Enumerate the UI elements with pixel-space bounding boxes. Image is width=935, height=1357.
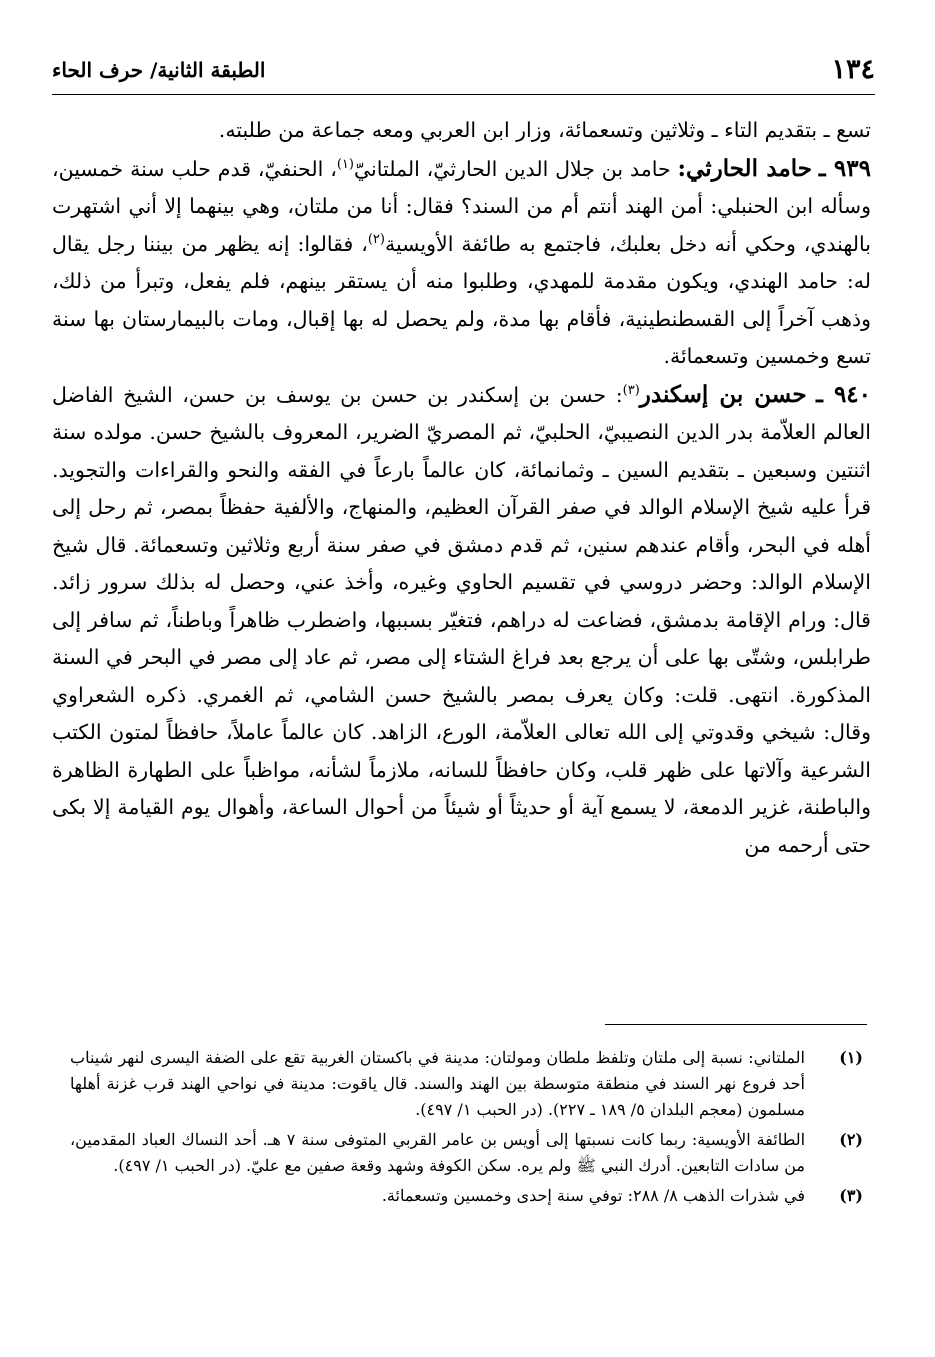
footnote-1	[70, 1045, 875, 1123]
footnote-ref: (٢)	[367, 231, 385, 247]
footnote-marker: (١)	[839, 1048, 863, 1067]
footnote-text: الملتاني: نسبة إلى ملتان وتلفظ ملطان ومولتان: مدينة في باكستان الغربية تقع على الضفة اليسرى لنهر شيناب أحد فروع نهر السند في منطقة متوسطة بين الهند والسند. قال ياقوت: مدينة في نواحي الهند قرب غزنة أهلها مسلمون (معجم البلدان ٥/ ١٨٩ ـ ٢٢٧). (در الحبب ١/ ٤٩٧).	[70, 1048, 805, 1119]
page-header	[52, 52, 875, 95]
entry-text: ، الحنفيّ، قدم حلب سنة خمسين، وسأله ابن الحنبلي: أمن الهند أنتم أم من السند؟ فقال: أنا من ملتان، وهي بينهما إلا أني اشتهرت بالهندي، وحكي أنه دخل بعلبك، فاجتمع به طائفة الأويسية	[52, 156, 871, 256]
footnote-ref: (١)	[336, 156, 354, 172]
footnotes	[70, 1045, 875, 1213]
footnote-ref: (٣)	[622, 382, 640, 398]
entry-text: حامد بن جلال الدين الحارثيّ، الملتانيّ	[353, 156, 671, 181]
entry-939	[52, 150, 871, 376]
entry-name: حامد الحارثي:	[677, 154, 812, 182]
footnote-marker: (٣)	[839, 1186, 863, 1205]
footnote-divider	[605, 1024, 867, 1025]
footnote-marker: (٢)	[839, 1130, 863, 1149]
footnote-2	[70, 1127, 875, 1179]
entry-940	[52, 376, 871, 865]
entry-text: : حسن بن إسكندر بن حسن بن يوسف بن حسن، الشيخ الفاضل العالم العلاّمة بدر الدين النصيبيّ، الحلبيّ، ثم المصريّ الضرير، المعروف بالشيخ حسن. مولده سنة اثنتين وسبعين ـ بتقديم السين ـ وثمانمائة، كان عالماً بارعاً في الفقه والنحو والقراءات والتجويد. قرأ عليه شيخ الإسلام الوالد في صفر القرآن العظيم، والمنهاج، والألفية حفظاً بمصر، ثم رحل إلى أهله في البحر، وأقام عندهم سنين، ثم قدم دمشق في صفر سنة أربع وثلاثين وتسعمائة. قال شيخ الإسلام الوالد: وحضر دروسي في تقسيم الحاوي وغيره، وأخذ عني، وحصل له بذلك سرور زائد. قال: ورام الإقامة بدمشق، فضاعت له دراهم، فتغيّر بسببها، واضطرب ظاهراً وباطناً، ثم سافر إلى طرابلس، وشتّى بها على أن يرجع بعد فراغ الشتاء إلى مصر، ثم عاد إلى مصر في البحر في السنة المذكورة. انتهى. قلت: وكان يعرف بمصر بالشيخ حسن الشامي، ثم الغمري. ذكره الشعراوي وقال: شيخي وقدوتي إلى الله تعالى العلاّمة، الورع، الزاهد. كان عالماً عاملاً، حافظاً لمتون الكتب الشرعية وآلاتها على ظهر قلب، وكان حافظاً للسانه، ملازماً لشأنه، مواظباً على الطهارة الظاهرة والباطنة، غزير الدمعة، لا يسمع آية أو حديثاً أو شيئاً من أحوال الساعة، وأهوال يوم القيامة إلا بكى حتى أرحمه من	[52, 382, 871, 857]
footnote-3	[70, 1183, 875, 1209]
entry-number: ٩٣٩ ـ	[818, 154, 871, 182]
footnote-text: الطائفة الأويسية: ربما كانت نسبتها إلى أويس بن عامر القربي المتوفى سنة ٧ هـ. أحد النساك العباد المقدمين، من سادات التابعين. أدرك النبي ﷺ ولم يره. سكن الكوفة وشهد وقعة صفين مع عليّ. (در الحبب ١/ ٤٩٧).	[70, 1130, 806, 1175]
entry-text: ، فقالوا: إنه يظهر من بيننا رجل يقال له: حامد الهندي، ويكون مقدمة للمهدي، وطلبوا منه أن يستقر بينهم، فلم يفعل، وتبرأ من ذلك، وذهب آخراً إلى القسطنطينية، فأقام بها مدة، ولم يحصل له بها إقبال، ومات بالبيمارستان بها سنة تسع وخمسين وتسعمائة.	[52, 231, 871, 368]
entry-name: حسن بن إسكندر	[639, 380, 807, 408]
main-text	[52, 112, 871, 864]
entry-number: ٩٤٠ ـ	[816, 380, 871, 408]
page-number: ١٣٤	[831, 54, 875, 85]
continuation-paragraph: تسع ـ بتقديم التاء ـ وثلاثين وتسعمائة، وزار ابن العربي ومعه جماعة من طلبته.	[218, 118, 871, 142]
running-title: الطبقة الثانية/ حرف الحاء	[52, 58, 266, 82]
footnote-text: في شذرات الذهب ٨/ ٢٨٨: توفي سنة إحدى وخمسين وتسعمائة.	[381, 1186, 805, 1205]
